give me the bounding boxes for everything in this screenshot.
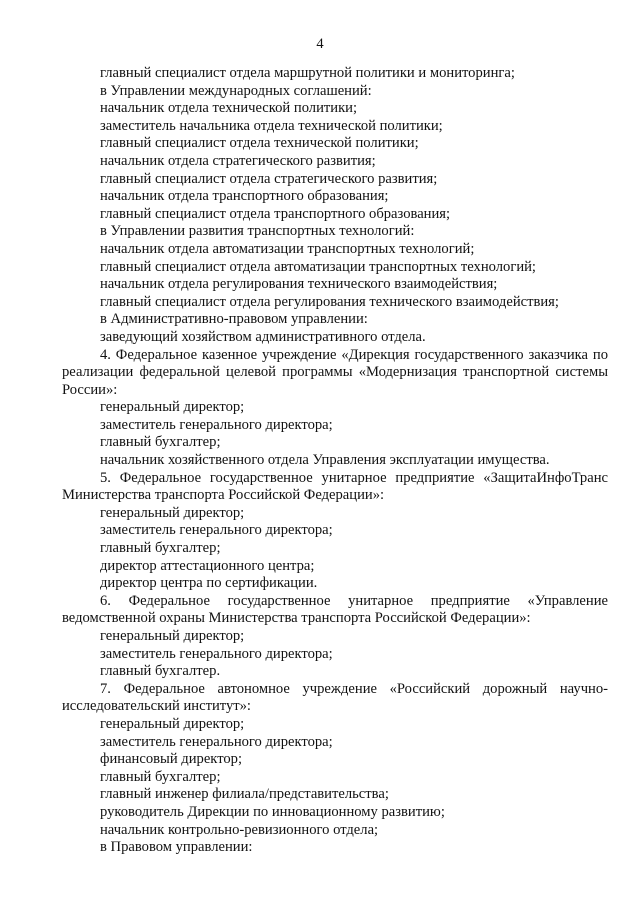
page-number: 4 (316, 36, 324, 52)
list-item: заместитель генерального директора; (100, 522, 333, 539)
list-item: главный бухгалтер; (100, 434, 221, 451)
list-item: директор центра по сертификации. (100, 575, 318, 592)
section-5-heading: 5. Федеральное государственное унитарное предприятие «ЗащитаИнфоТранс Министерства транспорта Российской Федерации»: (62, 469, 608, 504)
list-item: главный специалист отдела регулирования технического взаимодействия; (100, 293, 559, 310)
list-item: начальник отдела технической политики; (100, 100, 358, 117)
list-item: заместитель генерального директора; (100, 416, 333, 433)
list-item: руководитель Дирекции по инновационному развитию; (100, 803, 445, 820)
list-item: заместитель генерального директора; (100, 645, 333, 662)
section-4-heading: 4. Федеральное казенное учреждение «Дирекция государственного заказчика по реализации федеральной целевой программы «Модернизация транспортной системы России»: (62, 346, 608, 398)
list-item: в Управлении международных соглашений: (100, 82, 372, 99)
list-item: генеральный директор; (100, 504, 245, 521)
list-item: в Управлении развития транспортных технологий: (100, 223, 415, 240)
list-item: главный специалист отдела автоматизации транспортных технологий; (100, 258, 536, 275)
list-item: главный специалист отдела стратегического развития; (100, 170, 438, 187)
list-item: главный специалист отдела технической политики; (100, 135, 419, 152)
list-item: начальник отдела стратегического развития; (100, 152, 376, 169)
list-item: главный бухгалтер. (100, 663, 221, 680)
list-item: заместитель генерального директора; (100, 733, 333, 750)
list-item: заместитель начальника отдела технической политики; (100, 117, 443, 134)
list-item: начальник отдела регулирования технического взаимодействия; (100, 276, 498, 293)
list-item: начальник отдела транспортного образования; (100, 188, 389, 205)
document-body (62, 65, 608, 857)
list-item: главный специалист отдела маршрутной политики и мониторинга; (100, 65, 515, 81)
list-item: генеральный директор; (100, 628, 245, 644)
section-7-heading: 7. Федеральное автономное учреждение «Российский дорожный научно-исследовательский институт»: (62, 680, 608, 715)
list-item: финансовый директор; (100, 751, 243, 768)
list-item: генеральный директор; (100, 715, 245, 732)
list-item: в Правовом управлении: (100, 839, 253, 856)
list-item: в Административно-правовом управлении: (100, 311, 368, 328)
list-item: начальник хозяйственного отдела Управления эксплуатации имущества. (100, 452, 550, 469)
list-item: директор аттестационного центра; (100, 557, 315, 574)
list-item: генеральный директор; (100, 399, 245, 416)
list-item: начальник отдела автоматизации транспортных технологий; (100, 240, 475, 257)
list-item: главный специалист отдела транспортного образования; (100, 205, 451, 222)
list-item: главный бухгалтер; (100, 768, 221, 785)
section-6-heading: 6. Федеральное государственное унитарное предприятие «Управление ведомственной охраны Министерства транспорта Российской Федерации»: (62, 592, 608, 627)
list-item: начальник контрольно-ревизионного отдела; (100, 821, 379, 838)
list-item: главный бухгалтер; (100, 540, 221, 557)
list-item: заведующий хозяйством административного отдела. (100, 328, 426, 345)
list-item: главный инженер филиала/представительства; (100, 786, 389, 803)
